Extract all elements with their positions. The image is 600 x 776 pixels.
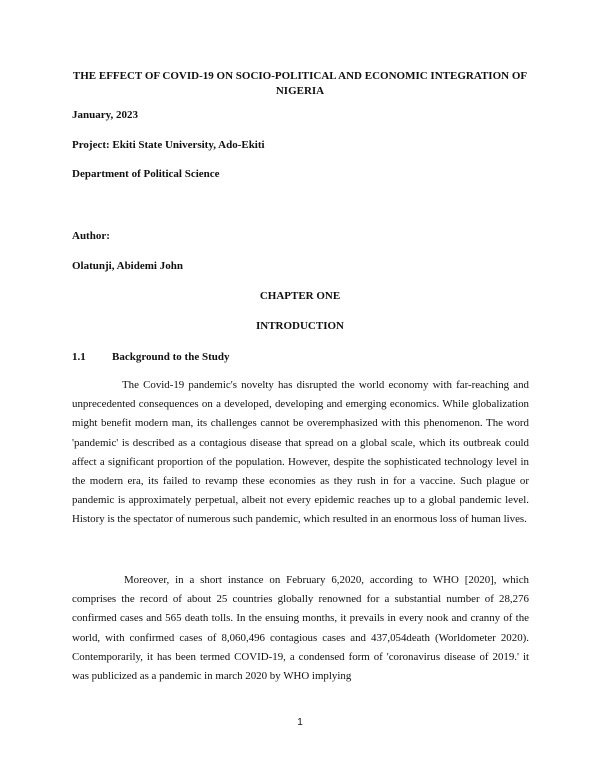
section-heading: [72, 350, 229, 364]
author-label: Author:: [72, 230, 110, 242]
section-number: 1.1: [72, 351, 86, 363]
document-title: THE EFFECT OF COVID-19 ON SOCIO-POLITICAL AND ECONOMIC INTEGRATION OF NIGERIA: [72, 70, 528, 97]
paragraph-text: The Covid-19 pandemic's novelty has disrupted the world economy with far-reaching and unprecedented consequences on a developed, developing and emerging economics. While globalization might benefit modern man, its challenges cannot be overemphasized with this phenomenon. The word 'pandemic' is described as a contagious disease that spread on a global scale, which its outbreak could affect a significant proportion of the population. However, despite the sophisticated technology level in the modern era, its failed to revamp these economies as they rush in for a vaccine. Such plague or pandemic is approximately perpetual, albeit not every epidemic reaches up to a global pandemic level. History is the spectator of numerous such pandemic, which resulted in an enormous loss of human lives.: [72, 379, 529, 526]
author-name: Olatunji, Abidemi John: [72, 260, 183, 272]
department-line: Department of Political Science: [72, 168, 220, 180]
chapter-heading: CHAPTER ONE: [259, 290, 341, 302]
body-paragraph: [72, 376, 529, 530]
document-date: January, 2023: [72, 109, 139, 121]
chapter-title: INTRODUCTION: [255, 320, 344, 332]
project-line: Project: Ekiti State University, Ado-Ekiti: [72, 139, 265, 151]
section-title: Background to the Study: [112, 351, 230, 363]
body-paragraph: [72, 571, 529, 686]
page-number: 1: [297, 717, 303, 728]
paragraph-text: Moreover, in a short instance on February 6,2020, according to WHO [2020], which comprises the record of about 25 countries globally renowned for a substantial number of 28,276 confirmed cases and 565 death tolls. In the ensuing months, it prevails in every nook and cranny of the world, with confirmed cases of 8,060,496 contagious cases and 437,054death (Worldometer 2020). Contemporarily, it has been termed COVID-19, a condensed form of 'coronavirus disease of 2019.' it was publicized as a pandemic in march 2020 by WHO implying: [72, 574, 529, 683]
